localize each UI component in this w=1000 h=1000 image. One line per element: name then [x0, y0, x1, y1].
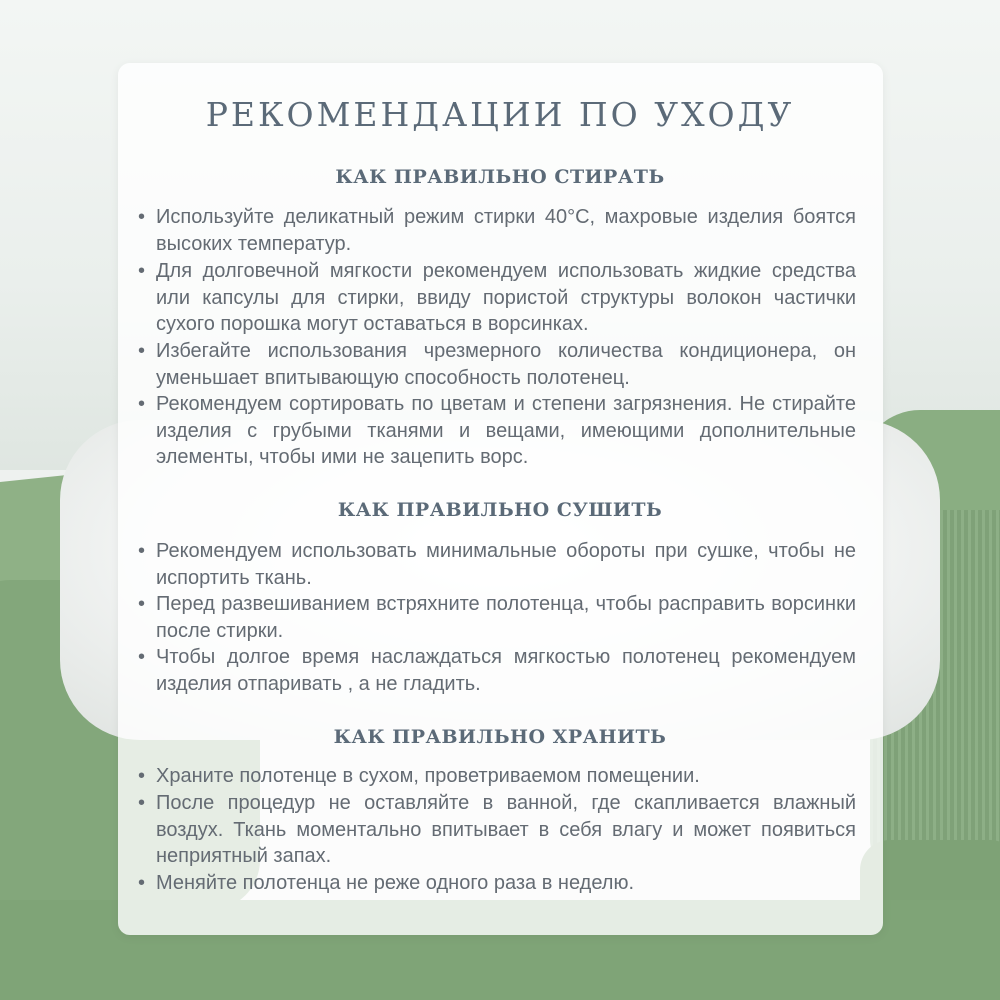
- bullet: •: [138, 792, 146, 814]
- bullet: •: [138, 593, 146, 615]
- bullet: •: [138, 540, 146, 562]
- bullet: •: [138, 872, 146, 894]
- bullet: •: [138, 206, 146, 228]
- page-title: РЕКОМЕНДАЦИИ ПО УХОДУ: [205, 95, 795, 134]
- bullet: •: [138, 646, 146, 668]
- bullet: •: [138, 765, 146, 787]
- section-heading-storing: КАК ПРАВИЛЬНО ХРАНИТЬ: [333, 726, 667, 748]
- bullet: •: [138, 260, 146, 282]
- bullet: •: [138, 340, 146, 362]
- bullet: •: [138, 393, 146, 415]
- section-heading-drying: КАК ПРАВИЛЬНО СУШИТЬ: [337, 499, 663, 521]
- section-heading-washing: КАК ПРАВИЛЬНО СТИРАТЬ: [335, 166, 665, 188]
